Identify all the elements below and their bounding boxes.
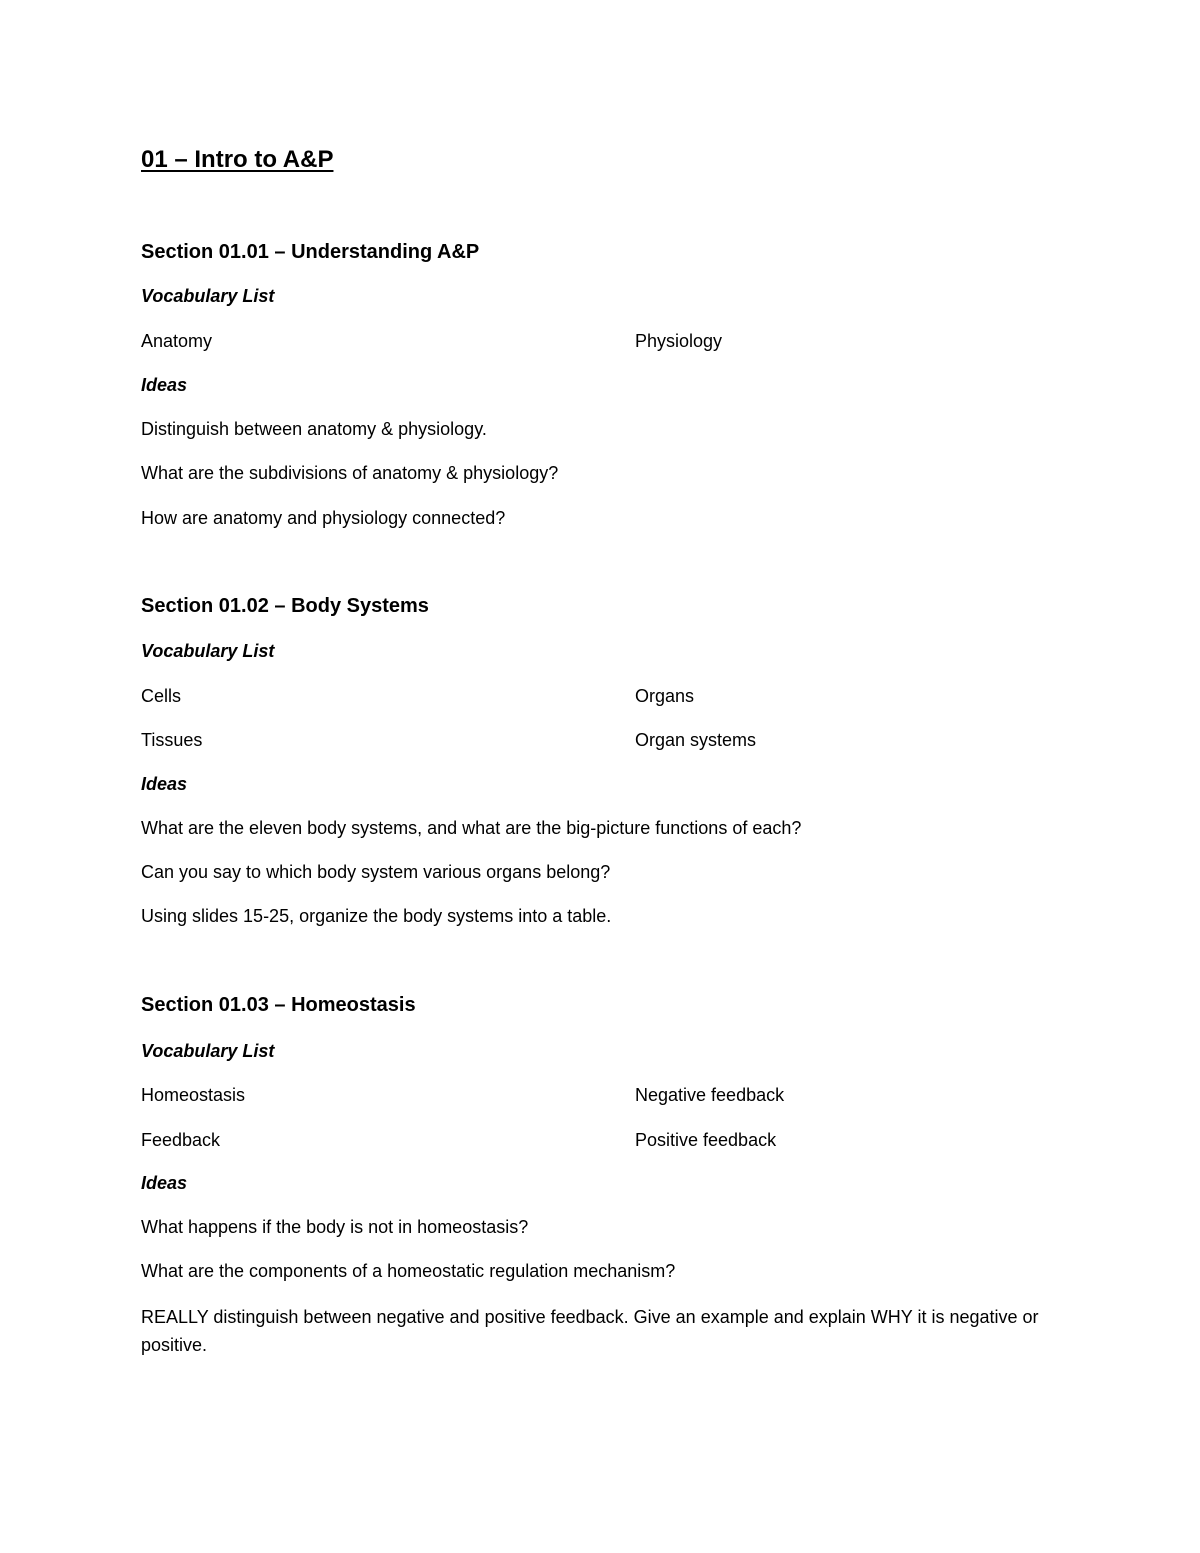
vocab-term: Cells bbox=[141, 686, 182, 706]
idea-item: What happens if the body is not in homeostasis? bbox=[141, 1217, 529, 1237]
idea-item: Distinguish between anatomy & physiology. bbox=[141, 419, 487, 439]
section-heading: Section 01.03 – Homeostasis bbox=[141, 994, 416, 1016]
vocab-term: Tissues bbox=[141, 730, 203, 750]
vocab-term: Physiology bbox=[635, 331, 723, 351]
vocabulary-list-label: Vocabulary List bbox=[141, 286, 275, 306]
ideas-label: Ideas bbox=[141, 1173, 188, 1193]
idea-item: REALLY distinguish between negative and positive feedback. Give an example and explain WHY it is negative or positive. bbox=[141, 1307, 1039, 1355]
vocab-term: Negative feedback bbox=[635, 1085, 785, 1105]
idea-item: What are the components of a homeostatic regulation mechanism? bbox=[141, 1261, 676, 1281]
ideas-label: Ideas bbox=[141, 774, 188, 794]
vocab-term: Organ systems bbox=[635, 730, 757, 750]
vocab-term: Anatomy bbox=[141, 331, 213, 351]
vocab-term: Organs bbox=[635, 686, 695, 706]
ideas-label: Ideas bbox=[141, 375, 188, 395]
vocab-term: Feedback bbox=[141, 1130, 221, 1150]
vocabulary-list-label: Vocabulary List bbox=[141, 641, 275, 661]
idea-item: What are the subdivisions of anatomy & physiology? bbox=[141, 463, 559, 483]
vocab-term: Homeostasis bbox=[141, 1085, 246, 1105]
vocab-term: Positive feedback bbox=[635, 1130, 777, 1150]
idea-item: Can you say to which body system various organs belong? bbox=[141, 862, 611, 882]
idea-item: How are anatomy and physiology connected? bbox=[141, 508, 506, 528]
section-heading: Section 01.02 – Body Systems bbox=[141, 595, 429, 617]
section-heading: Section 01.01 – Understanding A&P bbox=[141, 241, 480, 263]
idea-item: Using slides 15-25, organize the body systems into a table. bbox=[141, 906, 612, 926]
vocabulary-list-label: Vocabulary List bbox=[141, 1041, 275, 1061]
idea-item: What are the eleven body systems, and what are the big-picture functions of each? bbox=[141, 818, 802, 838]
document-title: 01 – Intro to A&P bbox=[141, 146, 334, 173]
